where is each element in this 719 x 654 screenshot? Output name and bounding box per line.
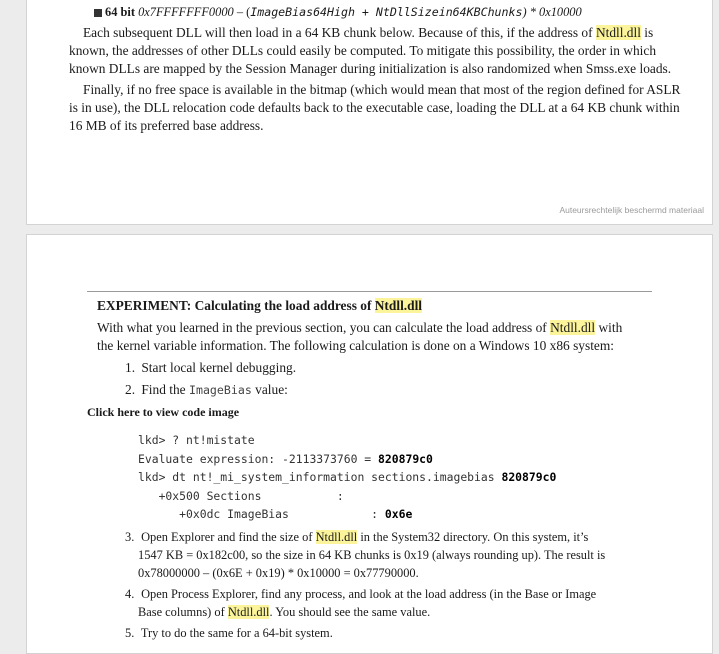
ntdll-highlight: Ntdll.dll — [227, 605, 270, 619]
step-text: Start local kernel debugging. — [141, 360, 297, 375]
ntdll-highlight: Ntdll.dll — [374, 298, 423, 313]
step-text: Open Explorer and find the size of — [141, 530, 316, 544]
copyright-watermark: Auteursrechtelijk beschermd materiaal — [559, 205, 704, 215]
step-3-line3: 0x78000000 – (0x6E + 0x19) * 0x10000 = 0x77790000. — [138, 566, 419, 580]
ntdll-highlight: Ntdll.dll — [550, 320, 596, 335]
step-number: 2. — [125, 382, 136, 397]
step-number: 4. — [125, 587, 135, 601]
step-text-end: in the System32 directory. On this system, it’s — [357, 530, 589, 544]
imagebias-code: ImageBias — [188, 383, 252, 397]
bullet-square-icon — [94, 9, 102, 17]
step-1 — [125, 359, 296, 377]
ntdll-highlight: Ntdll.dll — [315, 530, 358, 544]
code-line-5-value: 0x6e — [384, 507, 413, 521]
para2-line3: 16 MB of its preferred base address. — [69, 118, 264, 133]
formula-code-expr: ImageBias64High + NtDllSizein64KBChunks — [250, 5, 523, 19]
para1-a: Each subsequent DLL will then load in a 64 KB chunk below. Because of this, if the address of — [83, 25, 596, 40]
para1-b: is — [640, 25, 654, 40]
formula-label: 64 bit — [105, 5, 135, 19]
experiment-top-rule — [87, 291, 652, 292]
step-4-line2: Base columns) of — [138, 605, 228, 619]
paragraph-2 — [69, 81, 699, 135]
para2-line2: is in use), the DLL relocation code defaults back to the executable case, loading the DLL at a 64 KB chunk within — [69, 100, 680, 115]
formula-minus: – ( — [233, 5, 251, 19]
para1-line3: known DLLs are mapped by the Session Manager during initialization is also randomized when Smss.exe loads. — [69, 61, 672, 76]
step-2 — [125, 381, 288, 399]
step-number: 1. — [125, 360, 136, 375]
code-line-1: lkd> ? nt!mistate — [138, 433, 255, 447]
step-text-end: value: — [251, 382, 288, 397]
step-number: 5. — [125, 626, 135, 640]
para2-line1: Finally, if no free space is available in the bitmap (which would mean that most of the region defined for ASLR — [83, 82, 681, 97]
step-5 — [125, 624, 333, 642]
formula-address: 0x7FFFFFFF0000 — [138, 5, 234, 19]
experiment-title — [97, 298, 422, 314]
step-3 — [125, 528, 685, 582]
code-line-4: +0x500 Sections : — [138, 488, 344, 503]
para1-line2: known, the addresses of other DLLs could easily be computed. To mitigate this possibility, the order in which — [69, 43, 657, 58]
intro-a: With what you learned in the previous section, you can calculate the load address of — [97, 320, 551, 335]
intro-b: with — [595, 320, 623, 335]
step-4-line2-end: . You should see the same value. — [269, 605, 431, 619]
intro-line2: the kernel variable information. The following calculation is done on a Windows 10 x86 system: — [97, 338, 614, 353]
formula-64bit — [94, 5, 582, 20]
code-line-5: +0x0dc ImageBias : — [138, 507, 385, 521]
code-block — [138, 431, 556, 524]
document-page-2 — [26, 234, 713, 654]
code-line-3-value: 820879c0 — [501, 470, 557, 484]
code-line-2: Evaluate expression: -2113373760 = — [138, 451, 379, 466]
step-text: Find the — [141, 382, 189, 397]
paragraph-1 — [69, 24, 699, 78]
view-code-image-link[interactable]: Click here to view code image — [87, 405, 240, 419]
step-4 — [125, 585, 685, 621]
experiment-intro — [97, 319, 652, 355]
formula-tail: ) * 0x10000 — [522, 5, 582, 19]
ntdll-highlight: Ntdll.dll — [595, 25, 641, 40]
step-number: 3. — [125, 530, 135, 544]
code-line-2-value: 820879c0 — [378, 451, 433, 466]
step-3-line2: 1547 KB = 0x182c00, so the size in 64 KB chunks is 0x19 (always rounding up). The result is — [138, 548, 606, 562]
code-line-3: lkd> dt nt!_mi_system_information sections.imagebias — [138, 470, 502, 484]
document-page-1 — [26, 0, 713, 225]
step-text: Open Process Explorer, find any process, and look at the load address (in the Base or Image — [141, 587, 597, 601]
experiment-title-prefix: EXPERIMENT: Calculating the load address of — [97, 298, 375, 313]
step-text: Try to do the same for a 64-bit system. — [140, 626, 333, 640]
